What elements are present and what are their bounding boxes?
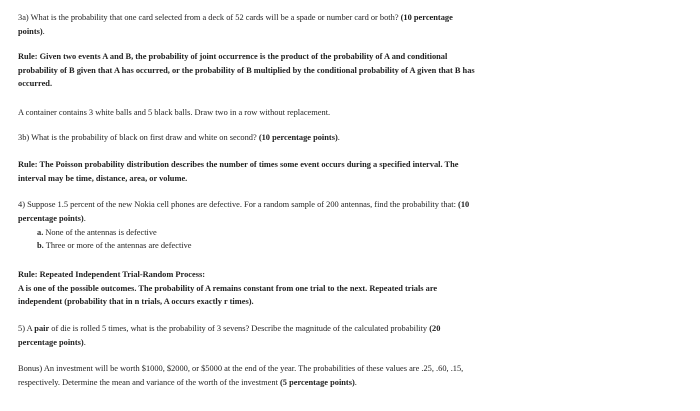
container-statement: A container contains 3 white balls and 5 black balls. Draw two in a row without replacement. <box>18 108 331 117</box>
rule-repeated-trials: Rule: Repeated Independent Trial-Random Process: A is one of the possible outcomes. The probability of A remains constant from one trial to the next. Repeated trials are independent (probability that in n trials, A occurs exactly r times). <box>18 270 438 306</box>
rule-joint-probability: Rule: Given two events A and B, the probability of joint occurrence is the product of the probability of A and conditional probability of B given that A has occurred, or the probability of B multiplied by the conditional probability of A given that B has occurred. <box>18 52 475 88</box>
points-4: (10 percentage points) <box>18 200 470 223</box>
points-3b: (10 percentage points) <box>258 133 338 142</box>
points-bonus: (5 percentage points) <box>280 377 355 387</box>
question-3a: 3a) What is the probability that one card selected from a deck of 52 cards will be a spade or number card or both? (10 percentage points). <box>18 13 453 36</box>
question-4b: b. Three or more of the antennas are defective <box>37 241 192 250</box>
points-3a: (10 percentage points) <box>18 13 453 36</box>
question-5: 5) A pair of die is rolled 5 times, what is the probability of 3 sevens? Describe the magnitude of the calculated probability (20 percentage points). <box>18 324 441 347</box>
question-bonus: Bonus) An investment will be worth $1000, $2000, or $5000 at the end of the year. The probabilities of these values are .25, .60, .15, respectively. Determine the mean and variance of the worth of the investment (5 percentage points). <box>18 364 464 387</box>
points-5: (20 percentage points) <box>18 324 441 347</box>
question-4: 4) Suppose 1.5 percent of the new Nokia cell phones are defective. For a random sample of 200 antennas, find the probability that: (10 percentage points). <box>18 200 470 223</box>
question-4a: a. None of the antennas is defective <box>37 228 157 237</box>
question-3b: 3b) What is the probability of black on first draw and white on second? (10 percentage points). <box>18 133 340 142</box>
rule-poisson: Rule: The Poisson probability distribution describes the number of times some event occurs during a specified interval. The interval may be time, distance, area, or volume. <box>18 160 459 183</box>
